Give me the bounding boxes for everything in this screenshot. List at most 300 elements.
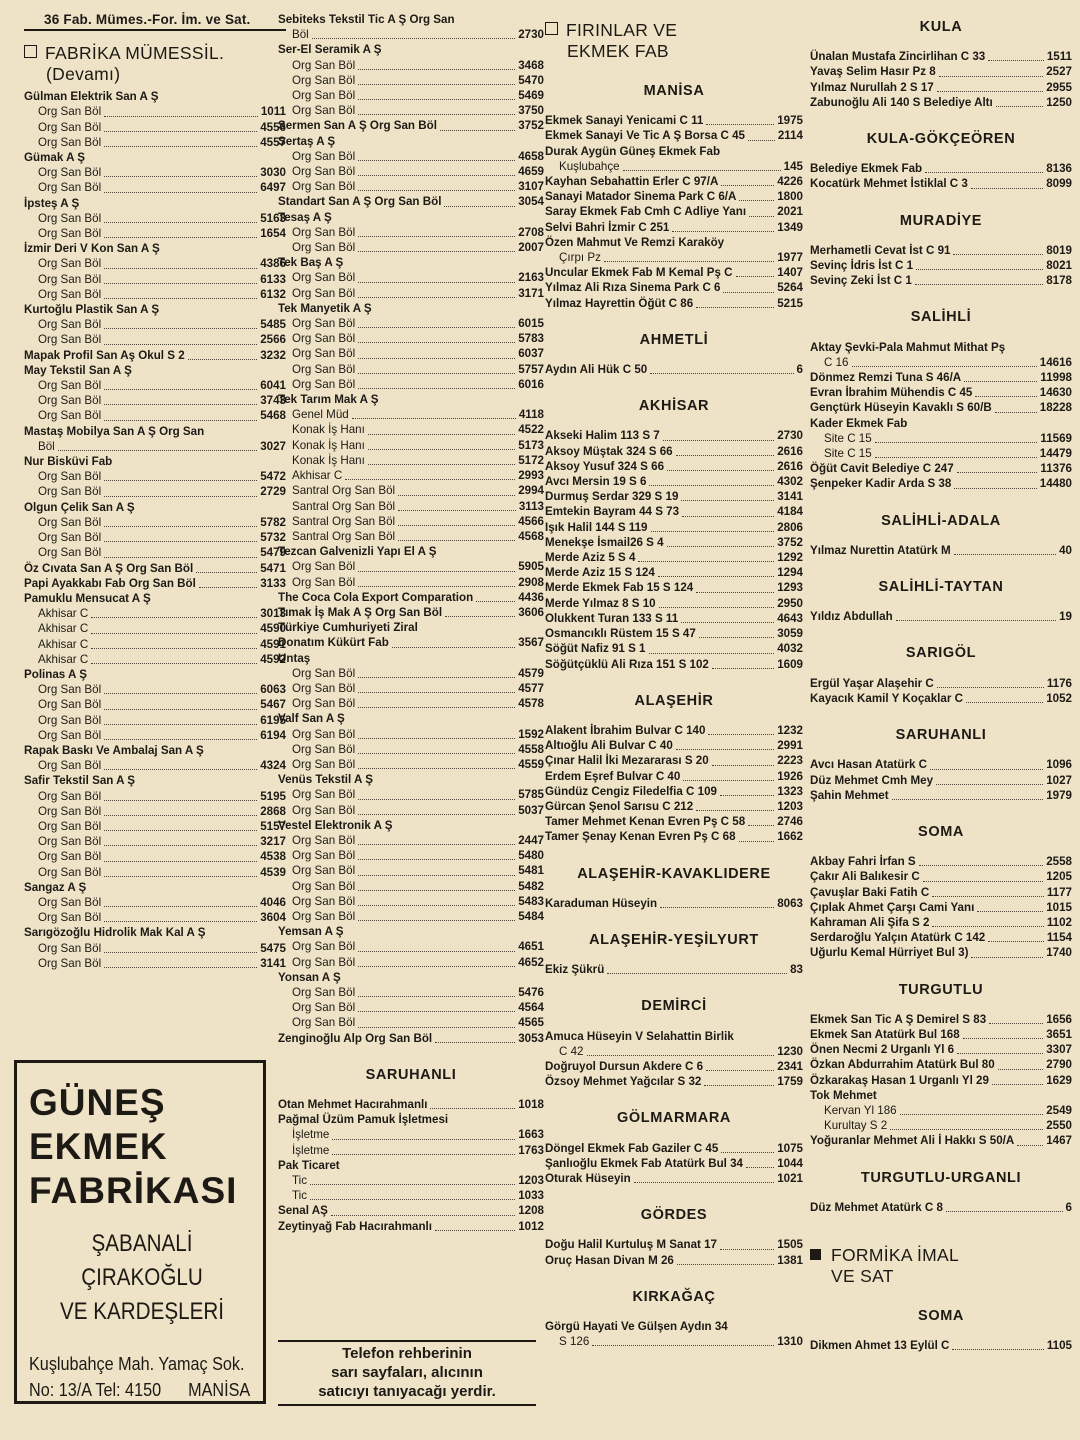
- leader-dots: [358, 920, 515, 921]
- listing-name: Yılmaz Hayrettin Öğüt C 86: [545, 296, 694, 310]
- phone-number: 4591: [260, 637, 286, 651]
- phone-number: 3171: [518, 286, 544, 300]
- phone-number: 4046: [260, 895, 286, 909]
- city-heading: SARUHANLI: [895, 727, 987, 744]
- listing-entry: [545, 723, 803, 738]
- leader-dots: [104, 830, 257, 831]
- listing-name: Dönmez Remzi Tuna S 46/A: [810, 371, 962, 385]
- leader-dots: [358, 692, 515, 693]
- phone-number: 1177: [1046, 885, 1072, 899]
- listing-entry: [545, 1141, 803, 1156]
- listing-entry: [278, 73, 544, 88]
- listing-entry: [810, 400, 1072, 415]
- listing-entry: [545, 1059, 803, 1074]
- listing-entry: [545, 896, 803, 911]
- phone-number: 1656: [1046, 1012, 1072, 1026]
- listing-name: Saray Ekmek Fab Cmh C Adliye Yanı: [545, 205, 747, 219]
- listing-name: Aksoy Yusuf 324 S 66: [545, 459, 665, 473]
- leader-dots: [892, 799, 1044, 800]
- phone-number: 4556: [260, 120, 286, 134]
- listing-entry: [278, 1097, 544, 1112]
- phone-number: 1407: [777, 266, 803, 280]
- listing-list: [810, 676, 1072, 706]
- phone-number: 2994: [518, 484, 544, 498]
- listing-entry: [278, 362, 544, 377]
- listing-entry: [24, 545, 286, 560]
- listing-entry: [278, 499, 544, 514]
- listing-entry: [278, 88, 544, 103]
- leader-dots: [358, 175, 515, 176]
- phone-number: 6016: [518, 377, 544, 391]
- listing-name: Org San Böl: [38, 227, 102, 241]
- leader-dots: [358, 859, 515, 860]
- listing-name: Zabunoğlu Ali 140 S Belediye Altı: [810, 95, 993, 109]
- leader-dots: [196, 572, 257, 573]
- city-heading: KIRKAĞAÇ: [632, 1288, 716, 1305]
- listing-header: Safir Tekstil San A Ş: [24, 774, 136, 788]
- phone-number: 5172: [518, 453, 544, 467]
- phone-number: 4226: [777, 175, 803, 189]
- listing-name: Org San Böl: [292, 833, 356, 847]
- phone-number: 1505: [777, 1238, 803, 1252]
- phone-number: 1381: [777, 1253, 803, 1267]
- leader-dots: [368, 434, 515, 435]
- listing-name: Böl: [292, 28, 309, 42]
- leader-dots: [104, 906, 257, 907]
- phone-number: 5469: [518, 89, 544, 103]
- listing-name: İşletme: [292, 1128, 330, 1142]
- listing-entry: [24, 789, 286, 804]
- phone-number: 5732: [260, 531, 286, 545]
- leader-dots: [199, 587, 257, 588]
- listing-name: Çakır Ali Balıkesir C: [810, 870, 920, 884]
- listing-entry: [24, 713, 286, 728]
- leader-dots: [988, 941, 1044, 942]
- leader-dots: [721, 1152, 774, 1153]
- listing-name: Öz Cıvata San A Ş Org San Böl: [24, 561, 194, 575]
- listing-header: Nur Bisküvi Fab: [24, 455, 113, 469]
- phone-number: 18228: [1039, 401, 1072, 415]
- phone-number: 4324: [260, 759, 286, 773]
- listing-name: Org San Böl: [38, 470, 102, 484]
- listing-entry: [278, 453, 544, 468]
- listing-name: Site C 15: [824, 447, 872, 461]
- listing-entry: [278, 194, 544, 209]
- listing-entry: [24, 165, 286, 180]
- leader-dots: [332, 1154, 515, 1155]
- listing-header: Vestel Elektronik A Ş: [278, 818, 393, 832]
- leader-dots: [667, 546, 775, 547]
- phone-number: 5468: [260, 409, 286, 423]
- listing-name: Org San Böl: [292, 1001, 356, 1015]
- phone-number: 5037: [518, 803, 544, 817]
- listing-name: Uncular Ekmek Fab M Kemal Pş C: [545, 266, 733, 280]
- leader-dots: [398, 525, 515, 526]
- phone-number: 3750: [518, 104, 544, 118]
- leader-dots: [937, 687, 1044, 688]
- listing-entry: [810, 930, 1072, 945]
- listing-entry: [24, 287, 286, 302]
- listing-name: Merhametli Cevat İst C 91: [810, 243, 951, 257]
- phone-number: 4538: [260, 850, 286, 864]
- listing-list: [810, 161, 1072, 191]
- listing-name: Santral Org San Böl: [292, 529, 396, 543]
- phone-number: 5470: [518, 73, 544, 87]
- phone-number: 1293: [777, 581, 803, 595]
- phone-number: 4118: [518, 408, 544, 422]
- phone-number: 1467: [1046, 1134, 1072, 1148]
- leader-dots: [587, 1055, 775, 1056]
- listing-name: Sevinç Zeki İst C 1: [810, 274, 912, 288]
- leader-dots: [667, 470, 774, 471]
- listing-name: Özsoy Mehmet Yağcılar S 32: [545, 1075, 702, 1089]
- listing-name: Org San Böl: [38, 698, 102, 712]
- listing-entry: [278, 346, 544, 361]
- listing-entry: [545, 799, 803, 814]
- listing-name: Org San Böl: [292, 180, 356, 194]
- listing-name: Çınar Halil İki Mezararası S 20: [545, 754, 709, 768]
- listing-entry: [810, 1073, 1072, 1088]
- listing-entry: [545, 611, 803, 626]
- listing-header: Tezcan Galvenizli Yapı El A Ş: [278, 545, 437, 559]
- leader-dots: [104, 739, 257, 740]
- listing-name: Zeytinyağ Fab Hacırahmanlı: [278, 1219, 432, 1233]
- listing-entry: [545, 814, 803, 829]
- listing-name: Belediye Ekmek Fab: [810, 162, 923, 176]
- leader-dots: [104, 283, 257, 284]
- phone-number: 2223: [777, 754, 803, 768]
- phone-number: 6: [796, 363, 803, 377]
- listing-name: Org San Böl: [38, 211, 102, 225]
- leader-dots: [91, 663, 257, 664]
- phone-number: 6: [1065, 1200, 1072, 1214]
- listing-entry: [278, 468, 544, 483]
- phone-number: 3606: [518, 605, 544, 619]
- leader-dots: [440, 130, 515, 131]
- phone-number: 1075: [777, 1141, 803, 1155]
- leader-dots: [677, 1264, 774, 1265]
- listing-header: Gümak A Ş: [24, 151, 85, 165]
- leader-dots: [989, 1023, 1043, 1024]
- listing-entry: [24, 439, 286, 454]
- listing-name: Org San Böl: [38, 546, 102, 560]
- leader-dots: [104, 724, 257, 725]
- phone-number: 2550: [1046, 1119, 1072, 1133]
- phone-number: 2007: [518, 241, 544, 255]
- phone-number: 3232: [260, 348, 286, 362]
- listing-header: Untaş: [278, 651, 311, 665]
- phone-number: 1292: [777, 551, 803, 565]
- city-heading: SALİHLİ-ADALA: [881, 512, 1001, 529]
- listing-name: Uğurlu Kemal Hürriyet Bul 3): [810, 946, 969, 960]
- leader-dots: [358, 282, 515, 283]
- leader-dots: [358, 190, 515, 191]
- leader-dots: [358, 768, 515, 769]
- phone-number: 5905: [518, 560, 544, 574]
- phone-number: 4184: [777, 505, 803, 519]
- phone-number: 2730: [518, 28, 544, 42]
- listing-name: Işık Halil 144 S 119: [545, 520, 648, 534]
- leader-dots: [368, 464, 515, 465]
- listing-entry: [278, 833, 544, 848]
- listing-entry: [278, 955, 544, 970]
- listing-list: [545, 1237, 803, 1267]
- leader-dots: [104, 921, 257, 922]
- leader-dots: [444, 206, 515, 207]
- phone-number: 1011: [260, 105, 286, 119]
- listing-header: Valf San A Ş: [278, 712, 345, 726]
- listing-entry: [278, 727, 544, 742]
- listing-name: Özkan Abdurrahim Atatürk Bul 80: [810, 1058, 995, 1072]
- listing-name: Kuşlubahçe: [559, 159, 620, 173]
- listing-name: Kayacık Kamil Y Koçaklar C: [810, 691, 963, 705]
- leader-dots: [358, 890, 515, 891]
- listing-header: Sangaz A Ş: [24, 880, 87, 894]
- listing-header: Gülman Elektrik San A Ş: [24, 90, 159, 104]
- listing-entry: [810, 49, 1072, 64]
- listing-name: Org San Böl: [292, 241, 356, 255]
- phone-number: 2341: [777, 1059, 803, 1073]
- leader-dots: [358, 799, 515, 800]
- leader-dots: [358, 236, 515, 237]
- listing-entry: [810, 1338, 1072, 1353]
- listing-name: Org San Böl: [38, 287, 102, 301]
- running-header: 36 Fab. Mümes.-For. İm. ve Sat.: [24, 12, 286, 31]
- listing-name: Akhisar C: [292, 469, 343, 483]
- section-heading-formika: FORMİKA İMAL VE SAT: [810, 1245, 1072, 1287]
- leader-dots: [358, 707, 515, 708]
- listing-entry: [278, 118, 544, 133]
- column-3: [545, 12, 803, 1349]
- leader-dots: [358, 844, 515, 845]
- listing-name: Org San Böl: [292, 879, 356, 893]
- listing-entry: [545, 296, 803, 311]
- phone-number: 5195: [260, 789, 286, 803]
- listing-name: Site C 15: [824, 431, 872, 445]
- listing-name: Konak İş Hanı: [292, 453, 365, 467]
- listing-name: Genel Müd: [292, 408, 349, 422]
- listing-entry: [24, 180, 286, 195]
- listing-name: Org San Böl: [292, 849, 356, 863]
- listing-name: Karaduman Hüseyin: [545, 896, 658, 910]
- leader-dots: [358, 966, 515, 967]
- listing-header: Tek Baş A Ş: [278, 256, 344, 270]
- listing-list: [545, 896, 803, 911]
- listing-entry: [278, 757, 544, 772]
- listing-name: Konak İş Hanı: [292, 438, 365, 452]
- listing-name: Avcı Mersin 19 S 6: [545, 475, 647, 489]
- phone-number: 1208: [518, 1204, 544, 1218]
- column-4: [810, 12, 1072, 1353]
- city-sections: [810, 20, 1072, 1215]
- listing-name: Tamer Mehmet Kenan Evren Pş C 58: [545, 815, 746, 829]
- leader-dots: [358, 114, 515, 115]
- listing-name: Düz Mehmet Cmh Mey: [810, 773, 934, 787]
- listing-list: [810, 340, 1072, 492]
- leader-dots: [634, 1182, 775, 1183]
- listing-entry: [810, 95, 1072, 110]
- leader-dots: [966, 702, 1043, 703]
- listing-entry: [545, 565, 803, 580]
- listing-name: Merde Aziz 5 S 4: [545, 551, 636, 565]
- phone-number: 3113: [518, 499, 544, 513]
- phone-number: 1609: [777, 657, 803, 671]
- listing-name: The Coca Cola Export Comparation: [278, 590, 474, 604]
- listing-name: Akbay Fahri İrfan S: [810, 855, 916, 869]
- listing-entry: [24, 530, 286, 545]
- listing-name: Tımak İş Mak A Ş Org San Böl: [278, 605, 443, 619]
- listing-name: Org San Böl: [38, 272, 102, 286]
- listing-name: Ergül Yaşar Alaşehir C: [810, 676, 934, 690]
- phone-number: 1250: [1046, 95, 1072, 109]
- phone-number: 3030: [260, 166, 286, 180]
- leader-dots: [739, 841, 775, 842]
- leader-dots: [957, 1053, 1043, 1054]
- city-heading: AHMETLİ: [639, 331, 709, 348]
- listing-name: Akseki Halim 113 S 7: [545, 429, 660, 443]
- phone-number: 1294: [777, 566, 803, 580]
- leader-dots: [915, 284, 1043, 285]
- listing-header: Pağmal Üzüm Pamuk İşletmesi: [278, 1113, 449, 1127]
- listing-name: Org San Böl: [292, 727, 356, 741]
- listing-name: Org San Böl: [292, 742, 356, 756]
- phone-number: 19: [1059, 610, 1072, 624]
- leader-dots: [392, 647, 515, 648]
- city-heading: KULA-GÖKÇEÖREN: [866, 131, 1016, 148]
- leader-dots: [971, 188, 1043, 189]
- leader-dots: [954, 554, 1056, 555]
- listing-name: İşletme: [292, 1143, 330, 1157]
- leader-dots: [964, 381, 1037, 382]
- phone-number: 4302: [777, 475, 803, 489]
- listing-name: Org San Böl: [38, 166, 102, 180]
- city-heading: SARIGÖL: [905, 645, 977, 662]
- listing-entry: [278, 1127, 544, 1142]
- listing-name: Org San Böl: [38, 333, 102, 347]
- listing-name: Org San Böl: [292, 1016, 356, 1030]
- phone-number: 8178: [1046, 274, 1072, 288]
- phone-number: 3217: [260, 835, 286, 849]
- listing-entry: [545, 1074, 803, 1089]
- listing-name: Durmuş Serdar 329 S 19: [545, 490, 679, 504]
- city-heading: SALİHLİ-TAYTAN: [878, 579, 1004, 596]
- listing-name: Org San Böl: [292, 681, 356, 695]
- listing-entry: [545, 784, 803, 799]
- leader-dots: [445, 616, 515, 617]
- leader-dots: [623, 170, 781, 171]
- phone-number: 4658: [518, 149, 544, 163]
- phone-number: 8099: [1046, 177, 1072, 191]
- phone-number: 5483: [518, 894, 544, 908]
- listing-entry: [810, 355, 1072, 370]
- column-1: [24, 12, 286, 971]
- phone-number: 1033: [518, 1189, 544, 1203]
- leader-dots: [930, 769, 1043, 770]
- phone-number: 5481: [518, 864, 544, 878]
- listing-name: Org San Böl: [38, 105, 102, 119]
- listing-name: Erdem Eşref Bulvar C 40: [545, 769, 681, 783]
- phone-number: 1323: [777, 784, 803, 798]
- listing-name: Org San Böl: [292, 347, 356, 361]
- listing-entry: [810, 1103, 1072, 1118]
- listing-list: [24, 89, 286, 971]
- leader-dots: [104, 861, 257, 862]
- listing-header: Durak Aygün Güneş Ekmek Fab: [545, 144, 721, 158]
- listing-name: Ekmek San Tic A Ş Demirel S 83: [810, 1012, 987, 1026]
- phone-number: 1230: [777, 1044, 803, 1058]
- listing-entry: [810, 609, 1072, 624]
- listing-entry: [278, 225, 544, 240]
- listing-entry: [24, 120, 286, 135]
- listing-entry: [545, 626, 803, 641]
- listing-name: Ünalan Mustafa Zincirlihan C 33: [810, 50, 986, 64]
- leader-dots: [925, 172, 1043, 173]
- phone-number: 1015: [1046, 900, 1072, 914]
- leader-dots: [358, 251, 515, 252]
- listing-name: Org San Böl: [292, 575, 356, 589]
- phone-number: 3013: [260, 607, 286, 621]
- listing-list: [545, 1029, 803, 1090]
- leader-dots: [358, 875, 515, 876]
- listing-entry: [545, 1334, 803, 1349]
- leader-dots: [977, 911, 1043, 912]
- leader-dots: [104, 800, 257, 801]
- advertisement-gunes-ekmek: [14, 1060, 266, 1404]
- leader-dots: [358, 99, 515, 100]
- listing-entry: [278, 422, 544, 437]
- listing-name: Santral Org San Böl: [292, 514, 396, 528]
- phone-number: 83: [790, 963, 803, 977]
- phone-number: 2163: [518, 271, 544, 285]
- phone-number: 3752: [777, 535, 803, 549]
- listing-name: Aksoy Müştak 324 S 66: [545, 444, 673, 458]
- listing-entry: [810, 385, 1072, 400]
- listing-name: Söğütçüklü Ali Rıza 151 S 102: [545, 657, 709, 671]
- listing-header: Tek Tarım Mak A Ş: [278, 393, 379, 407]
- listing-entry: [278, 1000, 544, 1015]
- listing-header: Kurtoğlu Plastik San A Ş: [24, 303, 160, 317]
- phone-number: 8136: [1046, 162, 1072, 176]
- listing-entry: [278, 787, 544, 802]
- listing-name: Böl: [38, 439, 55, 453]
- phone-number: 2527: [1046, 65, 1072, 79]
- phone-number: 14480: [1039, 477, 1072, 491]
- phone-number: 1511: [1046, 50, 1072, 64]
- listing-entry: [24, 256, 286, 271]
- leader-dots: [104, 328, 257, 329]
- listing-entry: [24, 561, 286, 576]
- phone-number: 5467: [260, 698, 286, 712]
- listing-name: Emtekin Bayram 44 S 73: [545, 505, 680, 519]
- listing-entry: [278, 985, 544, 1000]
- leader-dots: [988, 60, 1044, 61]
- listing-name: Gündüz Cengiz Filedelfia C 109: [545, 784, 717, 798]
- leader-dots: [746, 1167, 774, 1168]
- phone-number: 2447: [518, 833, 544, 847]
- listing-entry: [278, 894, 544, 909]
- listing-name: Ekmek Sanayi Yenicami C 11: [545, 114, 704, 128]
- listing-entry: [278, 270, 544, 285]
- listing-list: [545, 362, 803, 377]
- listing-entry: [545, 596, 803, 611]
- listing-entry: [24, 211, 286, 226]
- listing-name: Tic: [292, 1174, 308, 1188]
- listing-header: Özen Mahmut Ve Remzi Karaköy: [545, 235, 725, 249]
- listing-entry: [545, 829, 803, 844]
- leader-dots: [663, 440, 774, 441]
- listing-entry: [278, 529, 544, 544]
- listing-entry: [278, 635, 544, 650]
